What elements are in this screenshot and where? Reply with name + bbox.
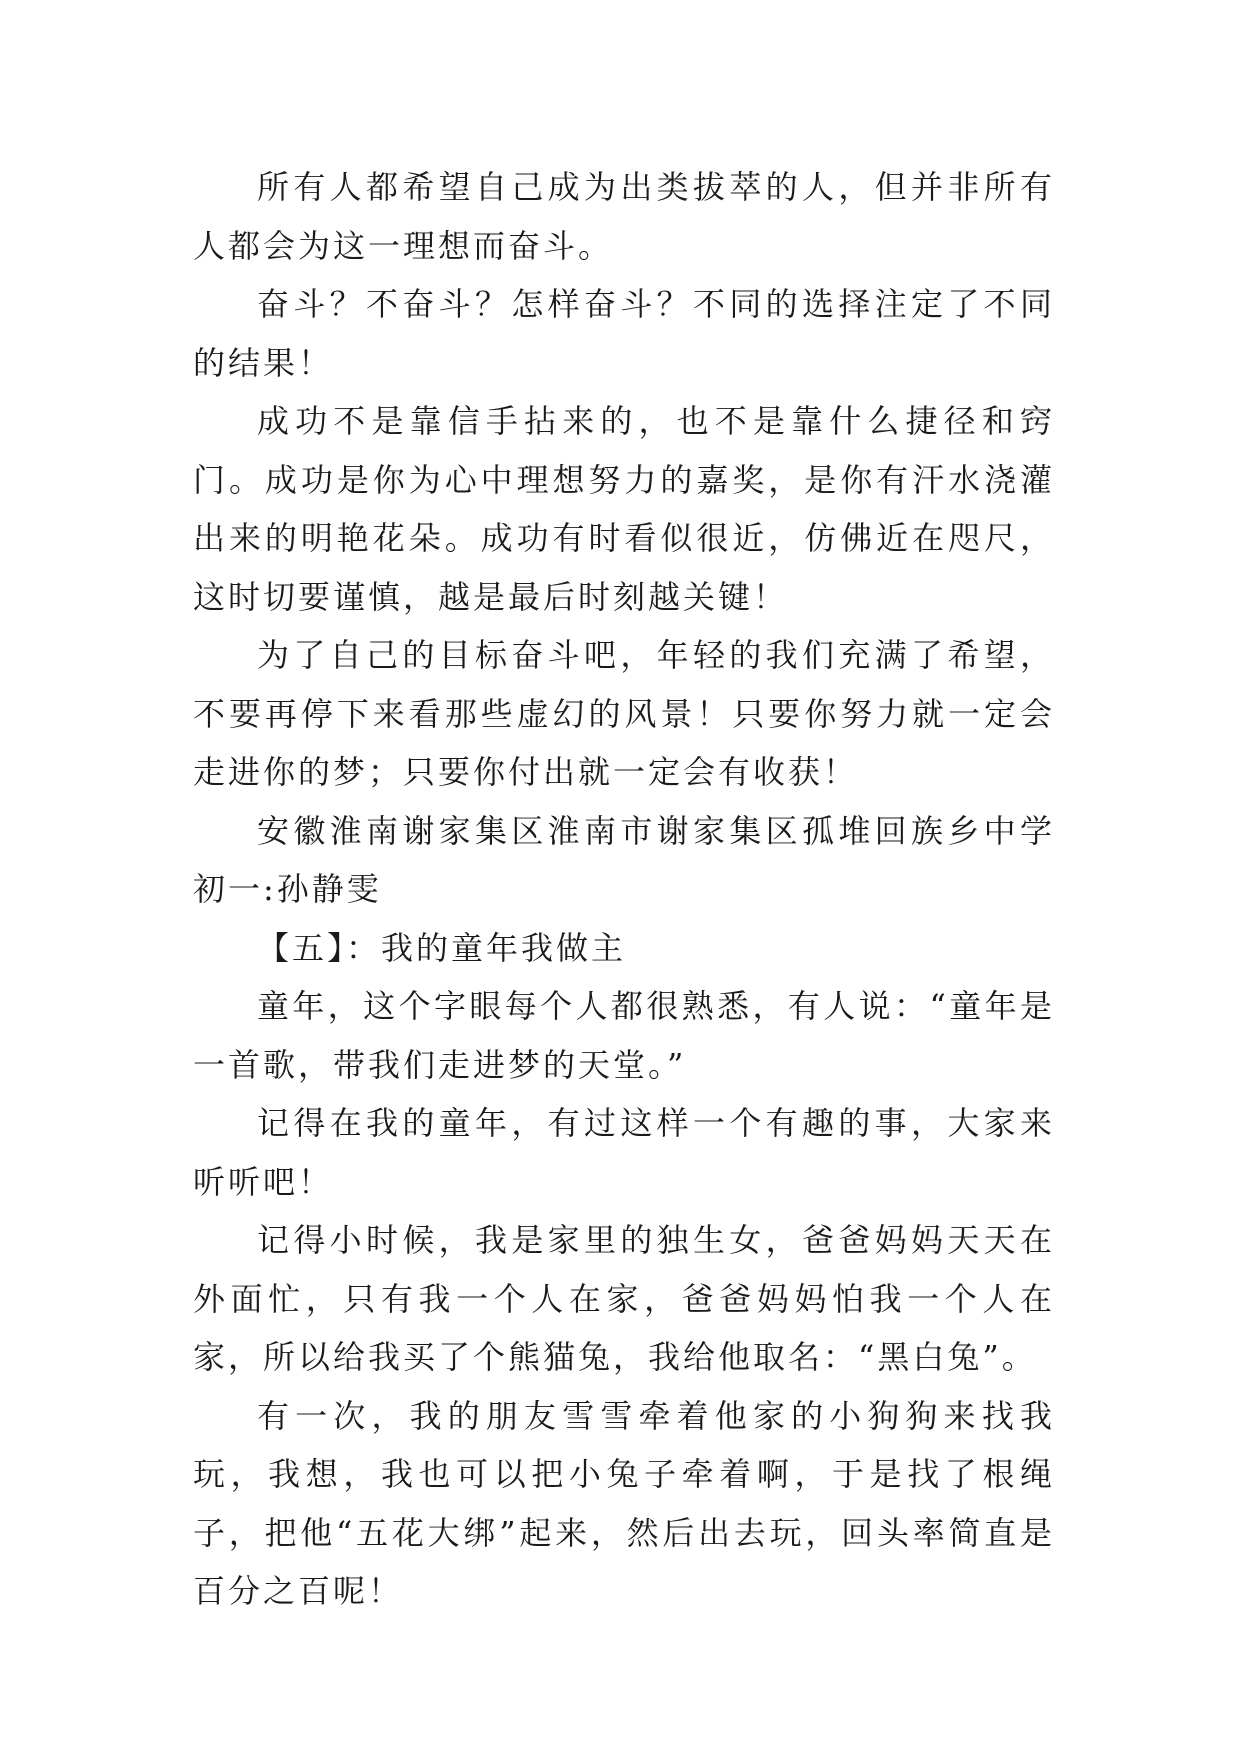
section-heading: 【五】：我的童年我做主	[257, 928, 627, 967]
paragraph-5: 童年，这个字眼每个人都很熟悉，有人说：“童年是一首歌，带我们走进梦的天堂。”	[193, 987, 1055, 1084]
paragraph-8: 有一次，我的朋友雪雪牵着他家的小狗狗来找我玩，我想，我也可以把小兔子牵着啊，于是找了根绳子，把他“五花大绑”起来，然后出去玩，回头率简直是百分之百呢！	[193, 1396, 1055, 1610]
paragraph-3: 成功不是靠信手拈来的，也不是靠什么捷径和窍门。成功是你为心中理想努力的嘉奖，是你有汗水浇灌出来的明艳花朵。成功有时看似很近，仿佛近在咫尺，这时切要谨慎，越是最后时刻越关键！	[193, 402, 1055, 616]
paragraph-7: 记得小时候，我是家里的独生女，爸爸妈妈天天在外面忙，只有我一个人在家，爸爸妈妈怕我一个人在家，所以给我买了个熊猫兔，我给他取名：“黑白兔”。	[193, 1221, 1055, 1376]
paragraph-4: 为了自己的目标奋斗吧，年轻的我们充满了希望，不要再停下来看那些虚幻的风景！只要你努力就一定会走进你的梦；只要你付出就一定会有收获！	[193, 636, 1055, 791]
paragraph-2: 奋斗？不奋斗？怎样奋斗？不同的选择注定了不同的结果！	[193, 285, 1055, 382]
document-body	[193, 158, 1055, 1621]
author-line: 安徽淮南谢家集区淮南市谢家集区孤堆回族乡中学初一:孙静雯	[193, 811, 1055, 908]
paragraph-1: 所有人都希望自己成为出类拔萃的人，但并非所有人都会为这一理想而奋斗。	[193, 168, 1055, 265]
paragraph-6: 记得在我的童年，有过这样一个有趣的事，大家来听听吧！	[193, 1104, 1055, 1201]
